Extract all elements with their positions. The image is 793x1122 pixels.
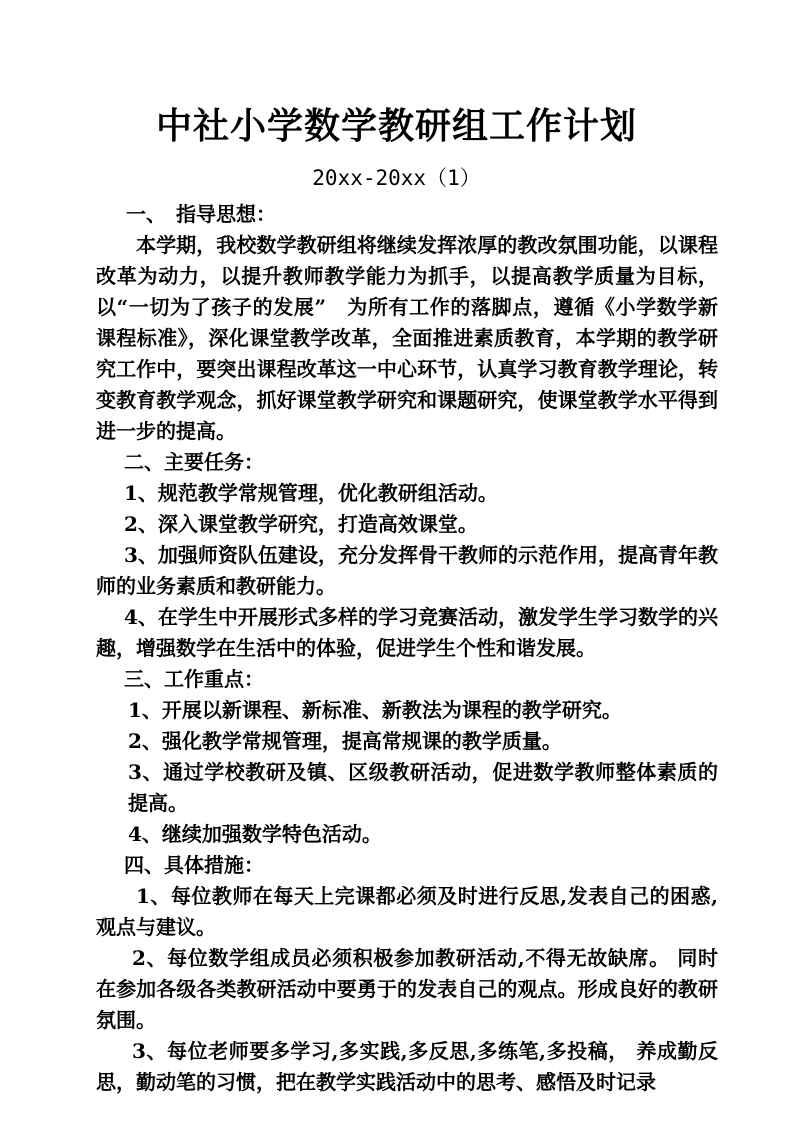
list-item: 1、每位教师在每天上完课都必须及时进行反思,发表自己的困惑,观点与建议。 [96,884,718,939]
list-item: 4、在学生中开展形式多样的学习竞赛活动，激发学生学习数学的兴趣，增强数学在生活中的体验，促进学生个性和谐发展。 [96,605,718,660]
list-item: 2、深入课堂教学研究，打造高效课堂。 [124,512,478,536]
paragraph-guiding-thought: 本学期，我校数学教研组将继续发挥浓厚的教改氛围功能，以课程改革为动力，以提升教师教学能力为抓手，以提高教学质量为目标，以“一切为了孩子的发展” 为所有工作的落脚点，遵循《小学数学新课程标准》，深化课堂教学改革，全面推进素质教育，本学期的教学研究工作中，要突出课程改革这一中心环节，认真学习教育教学理论，转变教育教学观念，抓好课堂教学研究和课题研究，使课堂教学水平得到进一步的提高。 [96,233,718,443]
document-title: 中社小学数学教研组工作计划 [155,105,637,147]
list-item: 2、强化教学常规管理，提高常规课的教学质量。 [128,729,562,753]
list-item: 3、每位老师要多学习,多实践,多反思,多练笔,多投稿， 养成勤反思，勤动笔的习惯，把在教学实践活动中的思考、感悟及时记录 [96,1039,718,1094]
list-item: 1、开展以新课程、新标准、新教法为课程的教学研究。 [128,698,622,722]
section-heading-1: 一、 指导思想： [126,202,276,226]
list-item: 2、每位数学组成员必须积极参加教研活动,不得无故缺席。 同时在参加各级各类教研活动中要勇于的发表自己的观点。形成良好的教研氛围。 [96,946,718,1032]
list-item: 4、继续加强数学特色活动。 [128,822,382,846]
document-body [96,199,718,1098]
list-item: 1、规范教学常规管理，优化教研组活动。 [124,481,498,505]
list-item: 3、加强师资队伍建设，充分发挥骨干教师的示范作用，提高青年教师的业务素质和教研能力。 [96,543,718,598]
document-subtitle: 20xx-20xx（1） [312,166,481,190]
list-item: 3、通过学校教研及镇、区级教研活动，促进数学教师整体素质的提高。 [128,760,718,815]
section-heading-3: 三、工作重点： [124,667,264,691]
section-heading-2: 二、主要任务： [124,450,264,474]
section-heading-4: 四、具体措施： [124,853,264,877]
